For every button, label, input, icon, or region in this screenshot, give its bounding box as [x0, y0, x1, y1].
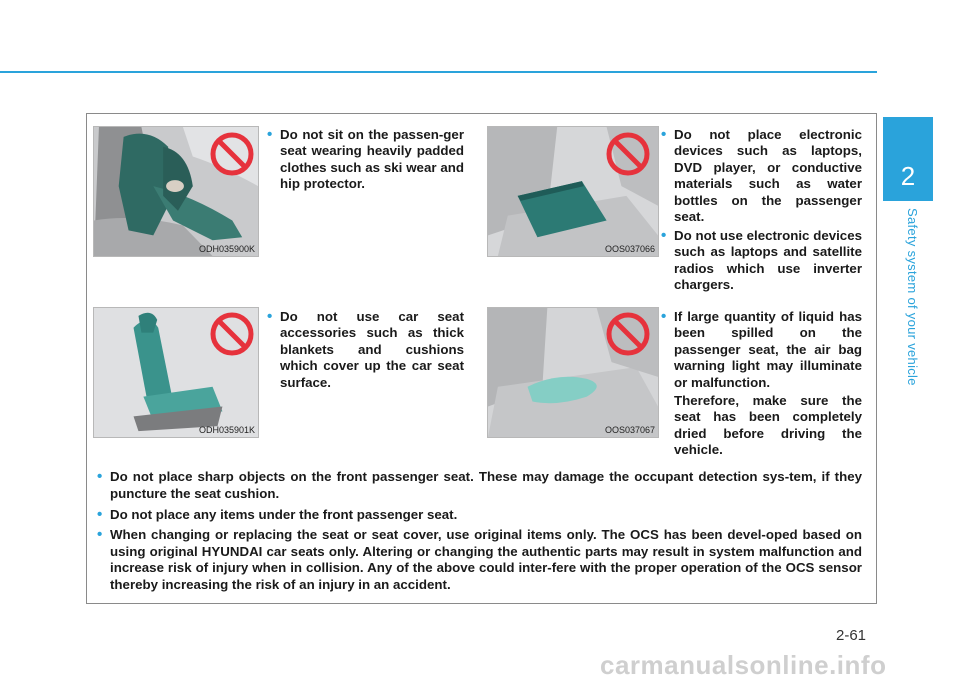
watermark: carmanualsonline.info — [600, 650, 887, 680]
bullet: • — [661, 308, 667, 325]
warning-text-liquid-spill: If large quantity of liquid has been spilled on the passenger seat, the air bag warning light may illuminate or malfunction. — [674, 309, 862, 390]
warning-text-electronic-devices: Do not place electronic devices such as laptops, DVD player, or conductive materials such as water bottles on the passenger seat. — [674, 127, 862, 225]
warning-text-inverter-chargers: Do not use electronic devices such as laptops and satellite radios which use inverter chargers. — [674, 228, 862, 293]
bullet: • — [97, 506, 103, 523]
bottom-item-under-seat: Do not place any items under the front passenger seat. — [110, 507, 458, 522]
bottom-item-original-items: When changing or replacing the seat or seat cover, use original items only. The OCS has been devel-oped based on using original HYUNDAI car seats only. Altering or changing the authentic parts may result in system malfunction and increase risk of injury when in collision. Any of the above could inter-fere with the proper operation of the OCS sensor thereby increasing the risk of an injury in an accident. — [110, 527, 862, 592]
photo-code: ODH035901K — [198, 425, 255, 435]
prohibition-icon — [209, 131, 255, 177]
warning-text-padded-clothes: Do not sit on the passen-ger seat wearing heavily padded clothes such as ski wear and hip protector. — [280, 127, 464, 192]
prohibition-icon — [605, 311, 651, 357]
bullet: • — [267, 308, 273, 325]
prohibition-icon — [209, 311, 255, 357]
bottom-item-sharp-objects: Do not place sharp objects on the front passenger seat. These may damage the occupant detection sys-tem, if they puncture the seat cushion. — [110, 469, 862, 501]
photo-code: ODH035900K — [198, 244, 255, 254]
chapter-title: Safety system of your vehicle — [905, 208, 920, 386]
prohibition-icon — [605, 131, 651, 177]
bullet: • — [661, 227, 667, 244]
header-rule — [0, 71, 877, 73]
bullet: • — [267, 126, 273, 143]
bullet: • — [661, 126, 667, 143]
photo-code: OOS037066 — [604, 244, 655, 254]
chapter-tab[interactable] — [883, 117, 933, 201]
warning-text-seat-accessories: Do not use car seat accessories such as thick blankets and cushions which cover up the car seat surface. — [280, 309, 464, 390]
bullet: • — [97, 526, 103, 543]
photo-code: OOS037067 — [604, 425, 655, 435]
bullet: • — [97, 468, 103, 485]
warning-text-dry-seat: Therefore, make sure the seat has been completely dried before driving the vehicle. — [674, 393, 862, 458]
page-number: 2-61 — [836, 627, 867, 644]
chapter-number: 2 — [900, 161, 916, 191]
